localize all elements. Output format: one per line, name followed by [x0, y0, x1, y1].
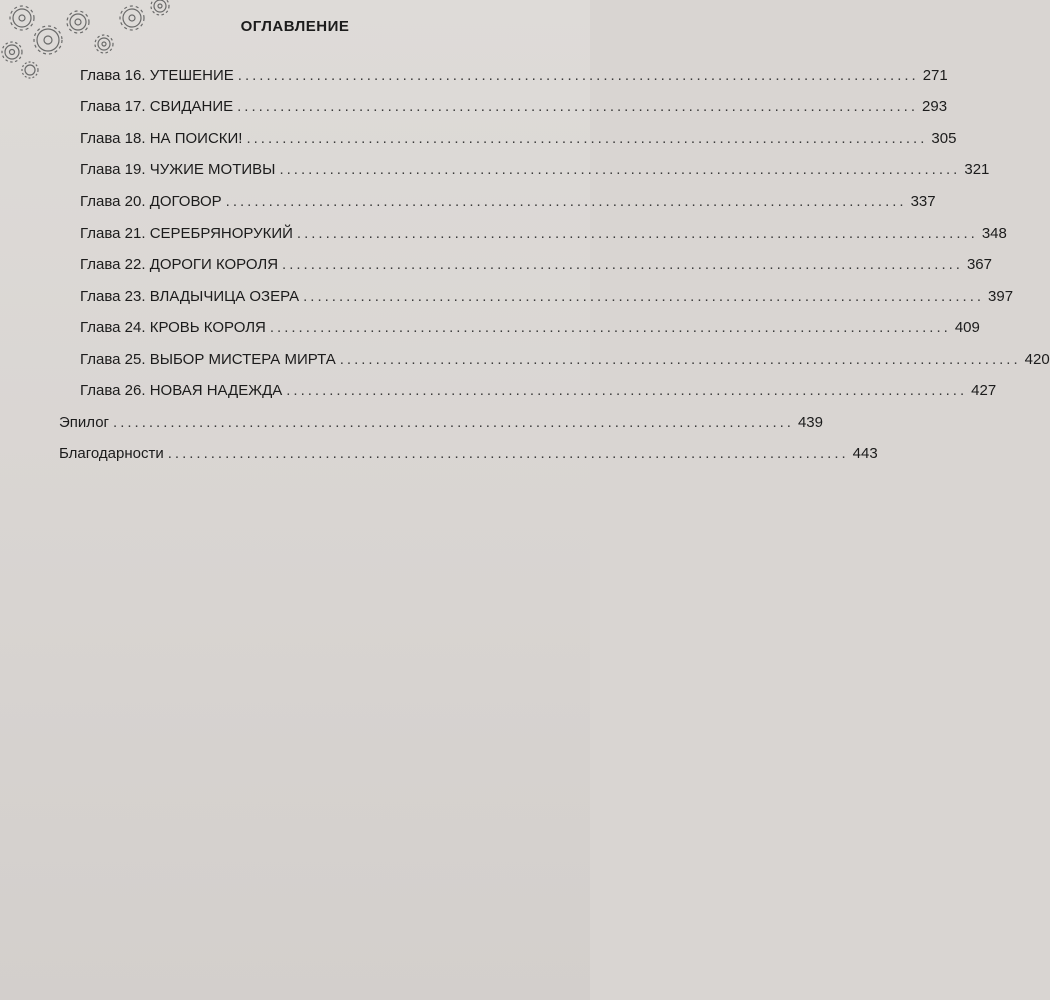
toc-entry-page: 337	[910, 193, 936, 210]
toc-entry-page: 439	[797, 414, 823, 431]
dot-leader: ...............................................................................................	[113, 414, 794, 431]
dot-leader: ...............................................................................................	[269, 319, 951, 336]
toc-entry-page: 348	[981, 225, 1007, 242]
toc-entry-page: 443	[852, 445, 878, 462]
toc-entry	[59, 444, 878, 464]
toc-entry	[80, 224, 1007, 244]
toc-entry-title: Глава 21. СЕРЕБРЯНОРУКИЙ	[80, 225, 293, 242]
toc-entry	[80, 287, 1014, 307]
toc-entry	[80, 66, 948, 86]
toc-entry	[80, 129, 957, 149]
toc-entry-title: Глава 22. ДОРОГИ КОРОЛЯ	[80, 256, 279, 273]
toc-entry-title: Глава 24. КРОВЬ КОРОЛЯ	[80, 319, 266, 336]
toc-entry	[59, 413, 823, 433]
toc-entry-title: Глава 25. ВЫБОР МИСТЕРА МИРТА	[80, 351, 336, 368]
toc-entry-title: Глава 17. СВИДАНИЕ	[80, 98, 234, 115]
dot-leader: ...............................................................................................	[303, 288, 985, 305]
toc-entry	[80, 255, 992, 275]
toc-entry	[80, 381, 997, 401]
toc-entry-page: 427	[971, 382, 997, 399]
toc-entry	[80, 350, 1050, 370]
dot-leader: ...............................................................................................	[279, 161, 961, 178]
toc-entry-title: Глава 18. НА ПОИСКИ!	[80, 130, 243, 147]
toc-entry-title: Глава 16. УТЕШЕНИЕ	[80, 67, 234, 84]
toc-entry-page: 321	[964, 161, 990, 178]
toc-entry-page: 305	[931, 130, 957, 147]
toc-entry-page: 293	[922, 98, 948, 115]
toc-entry-page: 271	[922, 67, 948, 84]
dot-leader: ...............................................................................................	[282, 256, 963, 273]
dot-leader: ...............................................................................................	[237, 67, 919, 84]
toc-entry	[80, 318, 980, 338]
toc-entry-title: Эпилог	[59, 414, 110, 431]
toc-entry	[80, 160, 990, 180]
page-title: ОГЛАВЛЕНИЕ	[240, 18, 350, 35]
dot-leader: ...............................................................................................	[286, 382, 968, 399]
dot-leader: ...............................................................................................	[296, 225, 978, 242]
toc-entry-page: 397	[988, 288, 1014, 305]
toc-entry-page: 409	[954, 319, 980, 336]
dot-leader: ...............................................................................................	[225, 193, 907, 210]
toc-entry-title: Глава 23. ВЛАДЫЧИЦА ОЗЕРА	[80, 288, 300, 305]
toc-entry-title: Глава 26. НОВАЯ НАДЕЖДА	[80, 382, 283, 399]
dot-leader: ...............................................................................................	[167, 445, 849, 462]
dot-leader: ...............................................................................................	[246, 130, 928, 147]
toc-entry-title: Благодарности	[59, 445, 164, 462]
toc-entry-page: 367	[966, 256, 992, 273]
toc-entry	[80, 97, 948, 117]
dot-leader: ...............................................................................................	[237, 98, 919, 115]
toc-entry-title: Глава 20. ДОГОВОР	[80, 193, 222, 210]
toc-entry-page: 420	[1024, 351, 1050, 368]
dot-leader: ...............................................................................................	[339, 351, 1021, 368]
toc-entry	[80, 192, 936, 212]
toc-entry-title: Глава 19. ЧУЖИЕ МОТИВЫ	[80, 161, 276, 178]
